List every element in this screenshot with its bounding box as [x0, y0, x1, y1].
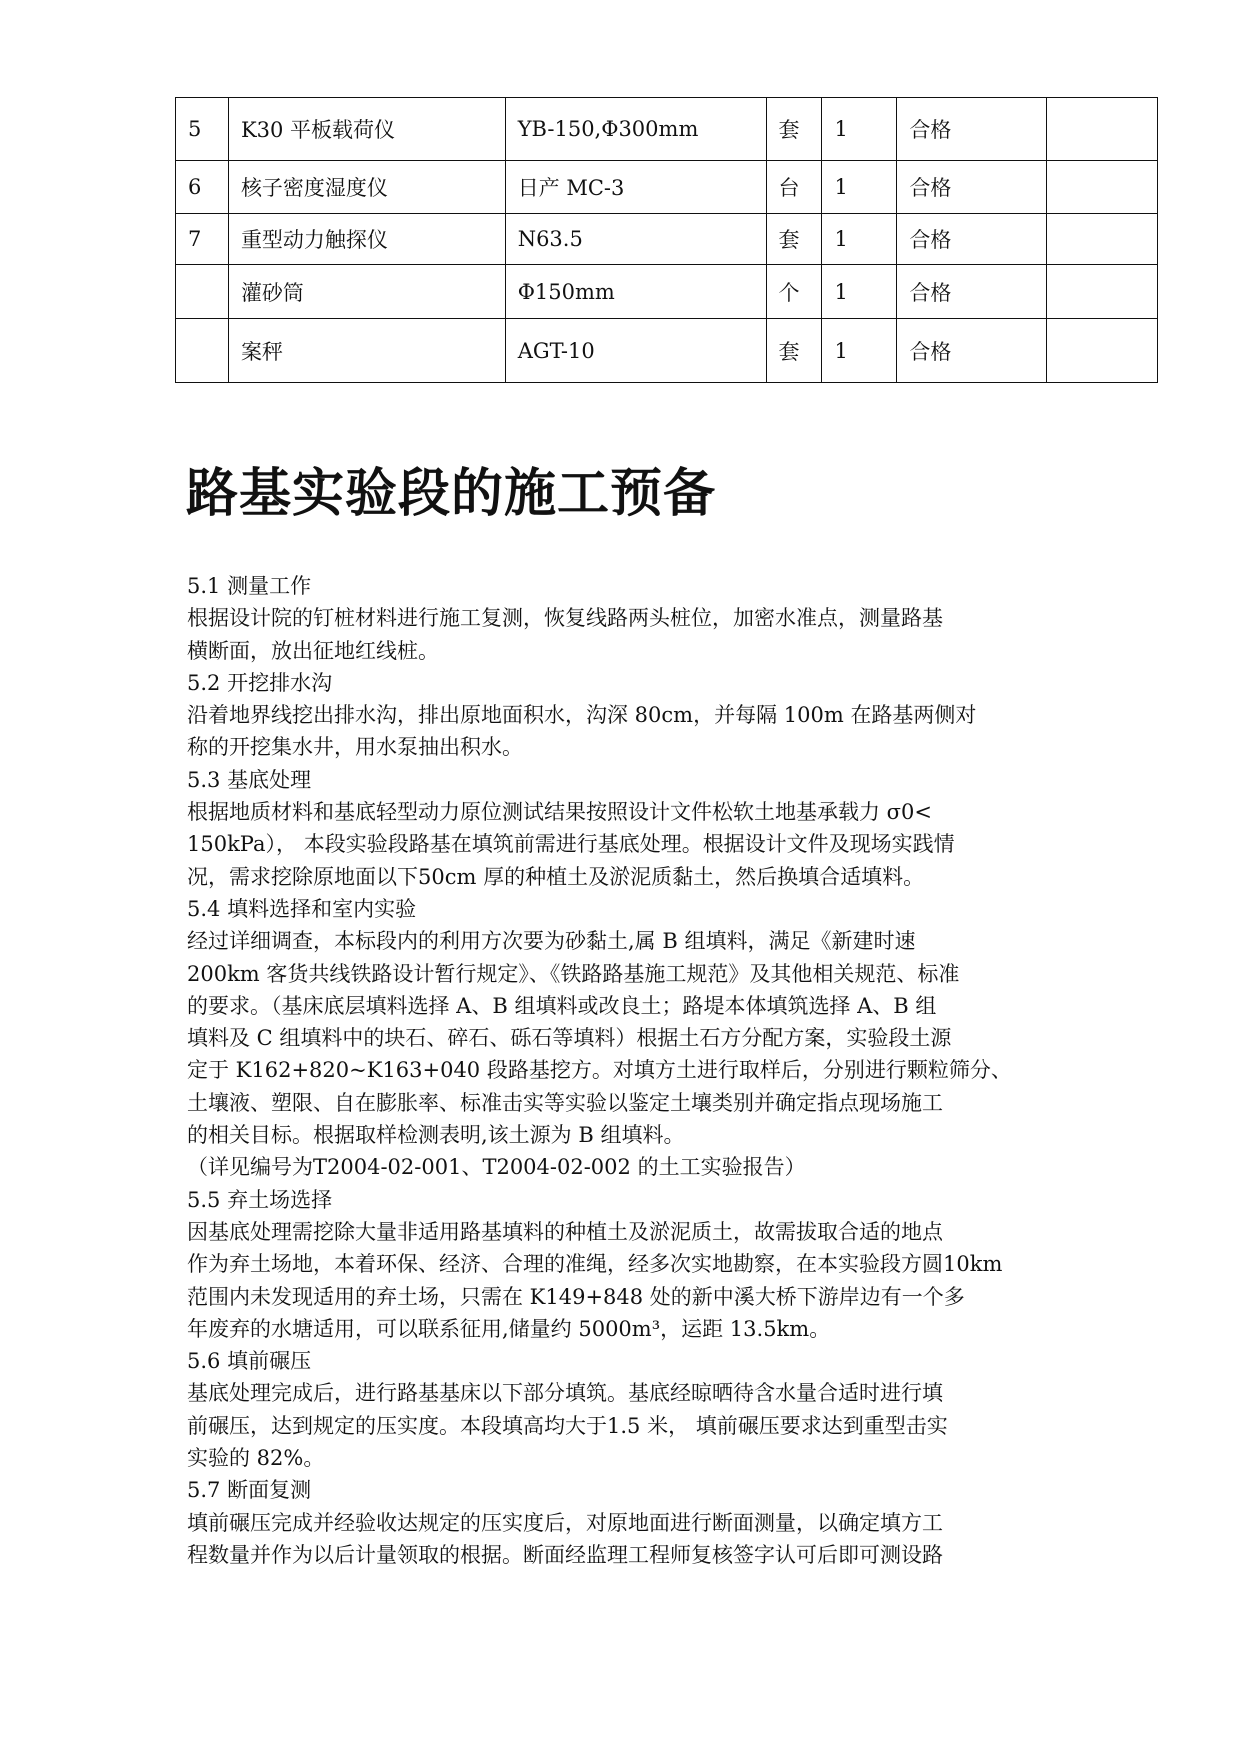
cell-no: 6 [176, 161, 229, 214]
equipment-table [175, 97, 1158, 383]
text-line: 年废弃的水塘适用，可以联系征用,储量约 5000m³，运距 13.5km。 [187, 1316, 831, 1341]
cell-name: 重型动力触探仪 [228, 214, 505, 265]
text-line: 5.7 断面复测 [187, 1478, 312, 1503]
cell-name: 灌砂筒 [228, 265, 505, 319]
cell-model: AGT-10 [505, 319, 766, 383]
cell-remark [1047, 319, 1158, 383]
table-row [176, 214, 1158, 265]
cell-status: 合格 [897, 98, 1047, 161]
text-line: 作为弃土场地，本着环保、经济、合理的准绳，经多次实地勘察，在本实验段方圆10km [187, 1252, 1003, 1277]
text-line: 5.4 填料选择和室内实验 [187, 896, 417, 921]
text-line: 200km 客货共线铁路设计暂行规定》、《铁路路基施工规范》及其他相关规范、标准 [187, 961, 960, 986]
text-line: 5.5 弃土场选择 [187, 1187, 333, 1212]
cell-remark [1047, 161, 1158, 214]
cell-status: 合格 [897, 214, 1047, 265]
text-line: 填前碾压完成并经验收达规定的压实度后，对原地面进行断面测量，以确定填方工 [187, 1510, 943, 1535]
cell-remark [1047, 265, 1158, 319]
text-line: 定于 K162+820~K163+040 段路基挖方。对填方土进行取样后，分别进行颗粒筛分、 [187, 1058, 1012, 1083]
cell-qty: 1 [822, 319, 897, 383]
cell-remark [1047, 98, 1158, 161]
text-line: 土壤液、塑限、自在膨胀率、标准击实等实验以鉴定土壤类别并确定指点现场施工 [187, 1090, 943, 1115]
cell-status: 合格 [897, 161, 1047, 214]
text-line: 因基底处理需挖除大量非适用路基填料的种植土及淤泥质土，故需拔取合适的地点 [187, 1219, 943, 1244]
text-line: 根据设计院的钉桩材料进行施工复测，恢复线路两头桩位，加密水准点，测量路基 [187, 606, 943, 631]
text-line: 实验的 82%。 [187, 1446, 325, 1471]
text-line: 5.6 填前碾压 [187, 1349, 312, 1374]
text-line: 程数量并作为以后计量领取的根据。断面经监理工程师复核签字认可后即可测设路 [187, 1542, 943, 1567]
text-line: 沿着地界线挖出排水沟，排出原地面积水，沟深 80cm，并每隔 100m 在路基两侧对 [187, 703, 977, 728]
cell-unit: 套 [766, 319, 822, 383]
cell-model: N63.5 [505, 214, 766, 265]
text-line: 况，需求挖除原地面以下50cm 厚的种植土及淤泥质黏土，然后换填合适填料。 [187, 864, 925, 889]
text-line: （详见编号为T2004-02-001、T2004-02-002 的土工实验报告） [187, 1155, 806, 1180]
cell-unit: 套 [766, 214, 822, 265]
cell-name: 案秤 [228, 319, 505, 383]
text-line: 填料及 C 组填料中的块石、碎石、砾石等填料）根据土石方分配方案，实验段土源 [187, 1026, 952, 1051]
cell-unit: 套 [766, 98, 822, 161]
cell-model: Φ150mm [505, 265, 766, 319]
cell-status: 合格 [897, 319, 1047, 383]
cell-no [176, 319, 229, 383]
cell-unit: 个 [766, 265, 822, 319]
section-title: 路基实验段的施工预备 [186, 464, 717, 524]
table-row [176, 319, 1158, 383]
cell-no [176, 265, 229, 319]
text-line: 5.2 开挖排水沟 [187, 670, 333, 695]
table-row [176, 98, 1158, 161]
table-row [176, 265, 1158, 319]
cell-remark [1047, 214, 1158, 265]
cell-name: K30 平板载荷仪 [228, 98, 505, 161]
cell-name: 核子密度湿度仪 [228, 161, 505, 214]
text-line: 经过详细调查，本标段内的利用方次要为砂黏土,属 B 组填料，满足《新建时速 [187, 929, 916, 954]
text-line: 的要求。（基床底层填料选择 A、B 组填料或改良土；路堤本体填筑选择 A、B 组 [187, 993, 937, 1018]
text-line: 5.3 基底处理 [187, 767, 312, 792]
text-line: 基底处理完成后，进行路基基床以下部分填筑。基底经晾晒待含水量合适时进行填 [187, 1381, 943, 1406]
text-line: 5.1 测量工作 [187, 574, 312, 598]
cell-qty: 1 [822, 214, 897, 265]
cell-no: 7 [176, 214, 229, 265]
cell-qty: 1 [822, 161, 897, 214]
cell-model: YB-150,Φ300mm [505, 98, 766, 161]
table-row [176, 161, 1158, 214]
cell-model: 日产 MC-3 [505, 161, 766, 214]
body-text [187, 570, 1087, 1571]
cell-unit: 台 [766, 161, 822, 214]
text-line: 范围内未发现适用的弃土场，只需在 K149+848 处的新中溪大桥下游岸边有一个多 [187, 1284, 965, 1309]
cell-qty: 1 [822, 265, 897, 319]
cell-qty: 1 [822, 98, 897, 161]
text-line: 根据地质材料和基底轻型动力原位测试结果按照设计文件松软土地基承载力 σ0< [187, 800, 932, 825]
cell-no: 5 [176, 98, 229, 161]
text-line: 称的开挖集水井，用水泵抽出积水。 [187, 735, 523, 760]
cell-status: 合格 [897, 265, 1047, 319]
text-line: 横断面，放出征地红线桩。 [187, 638, 439, 663]
text-line: 的相关目标。根据取样检测表明,该土源为 B 组填料。 [187, 1123, 685, 1148]
text-line: 前碾压，达到规定的压实度。本段填高均大于1.5 米， 填前碾压要求达到重型击实 [187, 1413, 948, 1438]
text-line: 150kPa）， 本段实验段路基在填筑前需进行基底处理。根据设计文件及现场实践情 [187, 832, 955, 857]
